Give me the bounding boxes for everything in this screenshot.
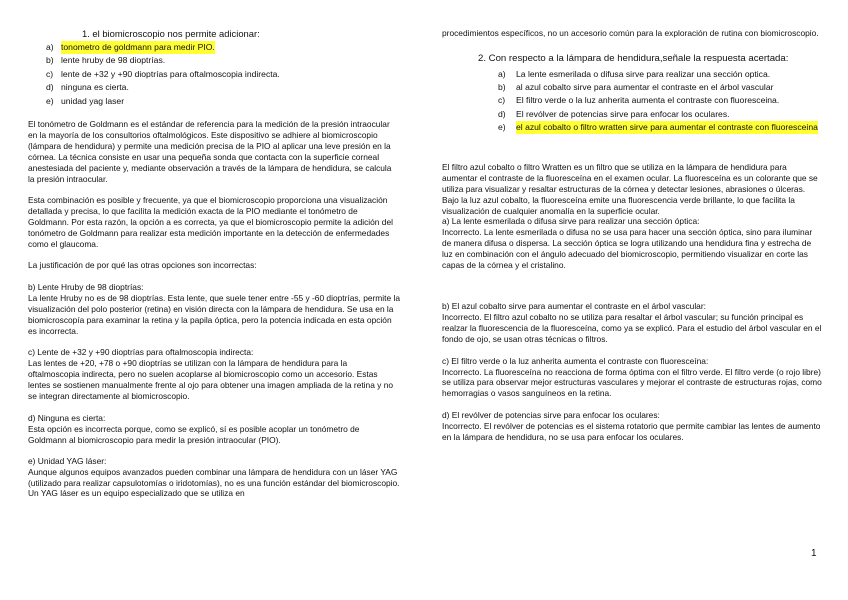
paragraph: Incorrecto. El revólver de potencias es el sistema rotatorio que permite cambiar las lentes de aumento en la lámpara de hendidura, no se usa para enfocar los oculares. bbox=[442, 421, 821, 443]
question-1-title: 1. el biomicroscopio nos permite adicionar: bbox=[82, 28, 260, 39]
right-column bbox=[442, 28, 822, 443]
paragraph: La justificación de por qué las otras opciones son incorrectas: bbox=[28, 260, 257, 270]
paragraph: El filtro azul cobalto o filtro Wratten es un filtro que se utiliza en la lámpara de hendidura para aumentar el contraste de la fluoresceína en el examen ocular. La fluoresceína es un colorante que se utiliza para visualizar y resaltar estructuras de la córnea y detectar lesiones, abrasiones o úlceras. Bajo la luz azul cobalto, la fluoresceína emite una fluorescencia verde brillante, lo que facilita la visualización de cualquier anomalía en la superficie ocular. bbox=[442, 161, 818, 216]
option-item bbox=[498, 68, 822, 81]
option-letter: d) bbox=[498, 108, 506, 119]
option-letter: c) bbox=[46, 68, 54, 79]
paragraph: La lente Hruby no es de 98 dioptrías. Esta lente, que suele tener entre -55 y -60 dioptrías, permite la visualización del polo posterior (retina) en visión directa con la lámpara de hendidura. Se usa en la biomicroscopía para examinar la retina y la papila óptica, pero la potencia indicada en esta opción es incorrecta. bbox=[28, 292, 400, 336]
paragraph: Incorrecto. La fluoresceína no reacciona de forma óptima con el filtro verde. El filtro verde (o rojo libre) se utiliza para observar mejor estructuras vasculares y mejorar el contraste de estructuras rojas, como hemorragias o vasos sanguíneos en la retina. bbox=[442, 366, 822, 399]
option-letter: c) bbox=[498, 95, 506, 106]
subheading: d) El revólver de potencias sirve para enfocar los oculares: bbox=[442, 410, 660, 421]
option-letter: e) bbox=[46, 95, 54, 106]
question-2-title: 2. Con respecto a la lámpara de hendidura,señale la respuesta acertada: bbox=[478, 52, 789, 64]
paragraph: Aunque algunos equipos avanzados pueden combinar una lámpara de hendidura con un láser YAG (utilizado para realizar capsulotomías o iridotomías), no es una función estándar del biomicroscopio. Un YAG láser es un equipo especializado que se utiliza en bbox=[28, 466, 400, 499]
option-text-highlighted: tonometro de goldmann para medir PIO. bbox=[61, 41, 215, 54]
option-letter: a) bbox=[46, 42, 54, 52]
paragraph: Incorrecto. El filtro azul cobalto no se utiliza para resaltar el árbol vascular; su función principal es realzar la fluorescencia de la fluoresceína, como ya se explicó. Para el estudio del árbol vascular en el fondo de ojo, se usan otras técnicas o filtros. bbox=[442, 311, 822, 344]
option-letter: e) bbox=[498, 121, 506, 132]
option-text: unidad yag laser bbox=[61, 95, 125, 106]
subheading: e) Unidad YAG láser: bbox=[28, 455, 107, 466]
subheading: d) Ninguna es cierta: bbox=[28, 412, 106, 423]
option-item bbox=[498, 94, 822, 107]
option-text: El revólver de potencias sirve para enfocar los oculares. bbox=[516, 108, 730, 119]
option-text: El filtro verde o la luz anherita aumenta el contraste con fluoresceina. bbox=[516, 95, 780, 106]
option-text-highlighted: el azul cobalto o filtro wratten sirve para aumentar el contraste con fluoresceina bbox=[516, 121, 818, 134]
paragraph: Esta combinación es posible y frecuente, ya que el biomicroscopio proporciona una visualización detallada y precisa, lo que facilita la medición exacta de la PIO mediante el tonómetro de Goldmann. Por esta razón, la opción a es correcta, ya que el biomicroscopio permite la adición del tonómetro de Goldmann para realizar esta medición importante en la detección de enfermedades como el glaucoma. bbox=[28, 195, 393, 250]
option-item bbox=[498, 108, 822, 121]
option-item bbox=[46, 41, 400, 54]
option-letter: a) bbox=[498, 68, 506, 79]
option-letter: d) bbox=[46, 82, 54, 93]
page-number: 1 bbox=[811, 548, 817, 559]
question-1-options bbox=[46, 41, 400, 108]
option-item bbox=[46, 54, 400, 67]
paragraph: Las lentes de +20, +78 o +90 dioptrías se utilizan con la lámpara de hendidura para la oftalmoscopia indirecta, pero no suelen acoplarse al biomicroscopio como un accesorio. Estas lentes se sostienen manualmente frente al ojo para obtener una imagen ampliada de la retina y no se integran directamente al biomicroscopio. bbox=[28, 358, 394, 402]
option-letter: b) bbox=[498, 82, 506, 93]
option-item bbox=[498, 121, 822, 134]
option-letter: b) bbox=[46, 55, 54, 66]
paragraph: Esta opción es incorrecta porque, como se explicó, sí es posible acoplar un tonómetro de Goldmann al biomicroscopio para medir la presión intraocular (PIO). bbox=[28, 423, 360, 445]
paragraph: procedimientos específicos, no un accesorio común para la exploración de rutina con biomicroscopio. bbox=[442, 28, 819, 38]
subheading: b) Lente Hruby de 98 dioptrías: bbox=[28, 281, 144, 292]
subheading: a) La lente esmerilada o difusa sirve para realizar una sección óptica: bbox=[442, 216, 700, 227]
option-text: La lente esmerilada o difusa sirve para realizar una sección optica. bbox=[516, 68, 771, 79]
question-2-options bbox=[498, 68, 822, 134]
paragraph: Incorrecto. La lente esmerilada o difusa no se usa para hacer una sección óptica, sino para iluminar de manera difusa o dispersa. La sección óptica se logra utilizando una hendidura fina y estrecha de luz en combinación con el ángulo adecuado del biomicroscopio, permitiendo visualizar en corte las capas de la córnea y el cristalino. bbox=[442, 227, 813, 271]
option-item bbox=[46, 81, 400, 94]
subheading: c) Lente de +32 y +90 dioptrías para oftalmoscopia indirecta: bbox=[28, 347, 254, 358]
option-text: al azul cobalto sirve para aumentar el contraste en el árbol vascular bbox=[516, 82, 774, 93]
paragraph: El tonómetro de Goldmann es el estándar de referencia para la medición de la presión intraocular en la mayoría de los consultorios oftalmológicos. Este dispositivo se adhiere al biomicroscopio (lámpara de hendidura) y permite una medición precisa de la PIO al aplicar una leve presión en la córnea. La técnica consiste en usar una pequeña sonda que contacta con la superficie corneal anestesiada del paciente y, mediante observación a través de la lámpara de hendidura, se calcula la presión intraocular. bbox=[28, 119, 392, 184]
option-text: ninguna es cierta. bbox=[61, 82, 129, 93]
option-item bbox=[46, 68, 400, 81]
left-column bbox=[28, 28, 400, 499]
option-text: lente de +32 y +90 dioptrías para oftalmoscopia indirecta. bbox=[61, 68, 280, 79]
subheading: b) El azul cobalto sirve para aumentar el contraste en el árbol vascular: bbox=[442, 300, 706, 311]
option-item bbox=[46, 95, 400, 108]
option-text: lente hruby de 98 dioptrías. bbox=[61, 55, 166, 66]
option-item bbox=[498, 81, 822, 94]
subheading: c) El filtro verde o la luz anherita aumenta el contraste con fluoresceína: bbox=[442, 355, 709, 366]
